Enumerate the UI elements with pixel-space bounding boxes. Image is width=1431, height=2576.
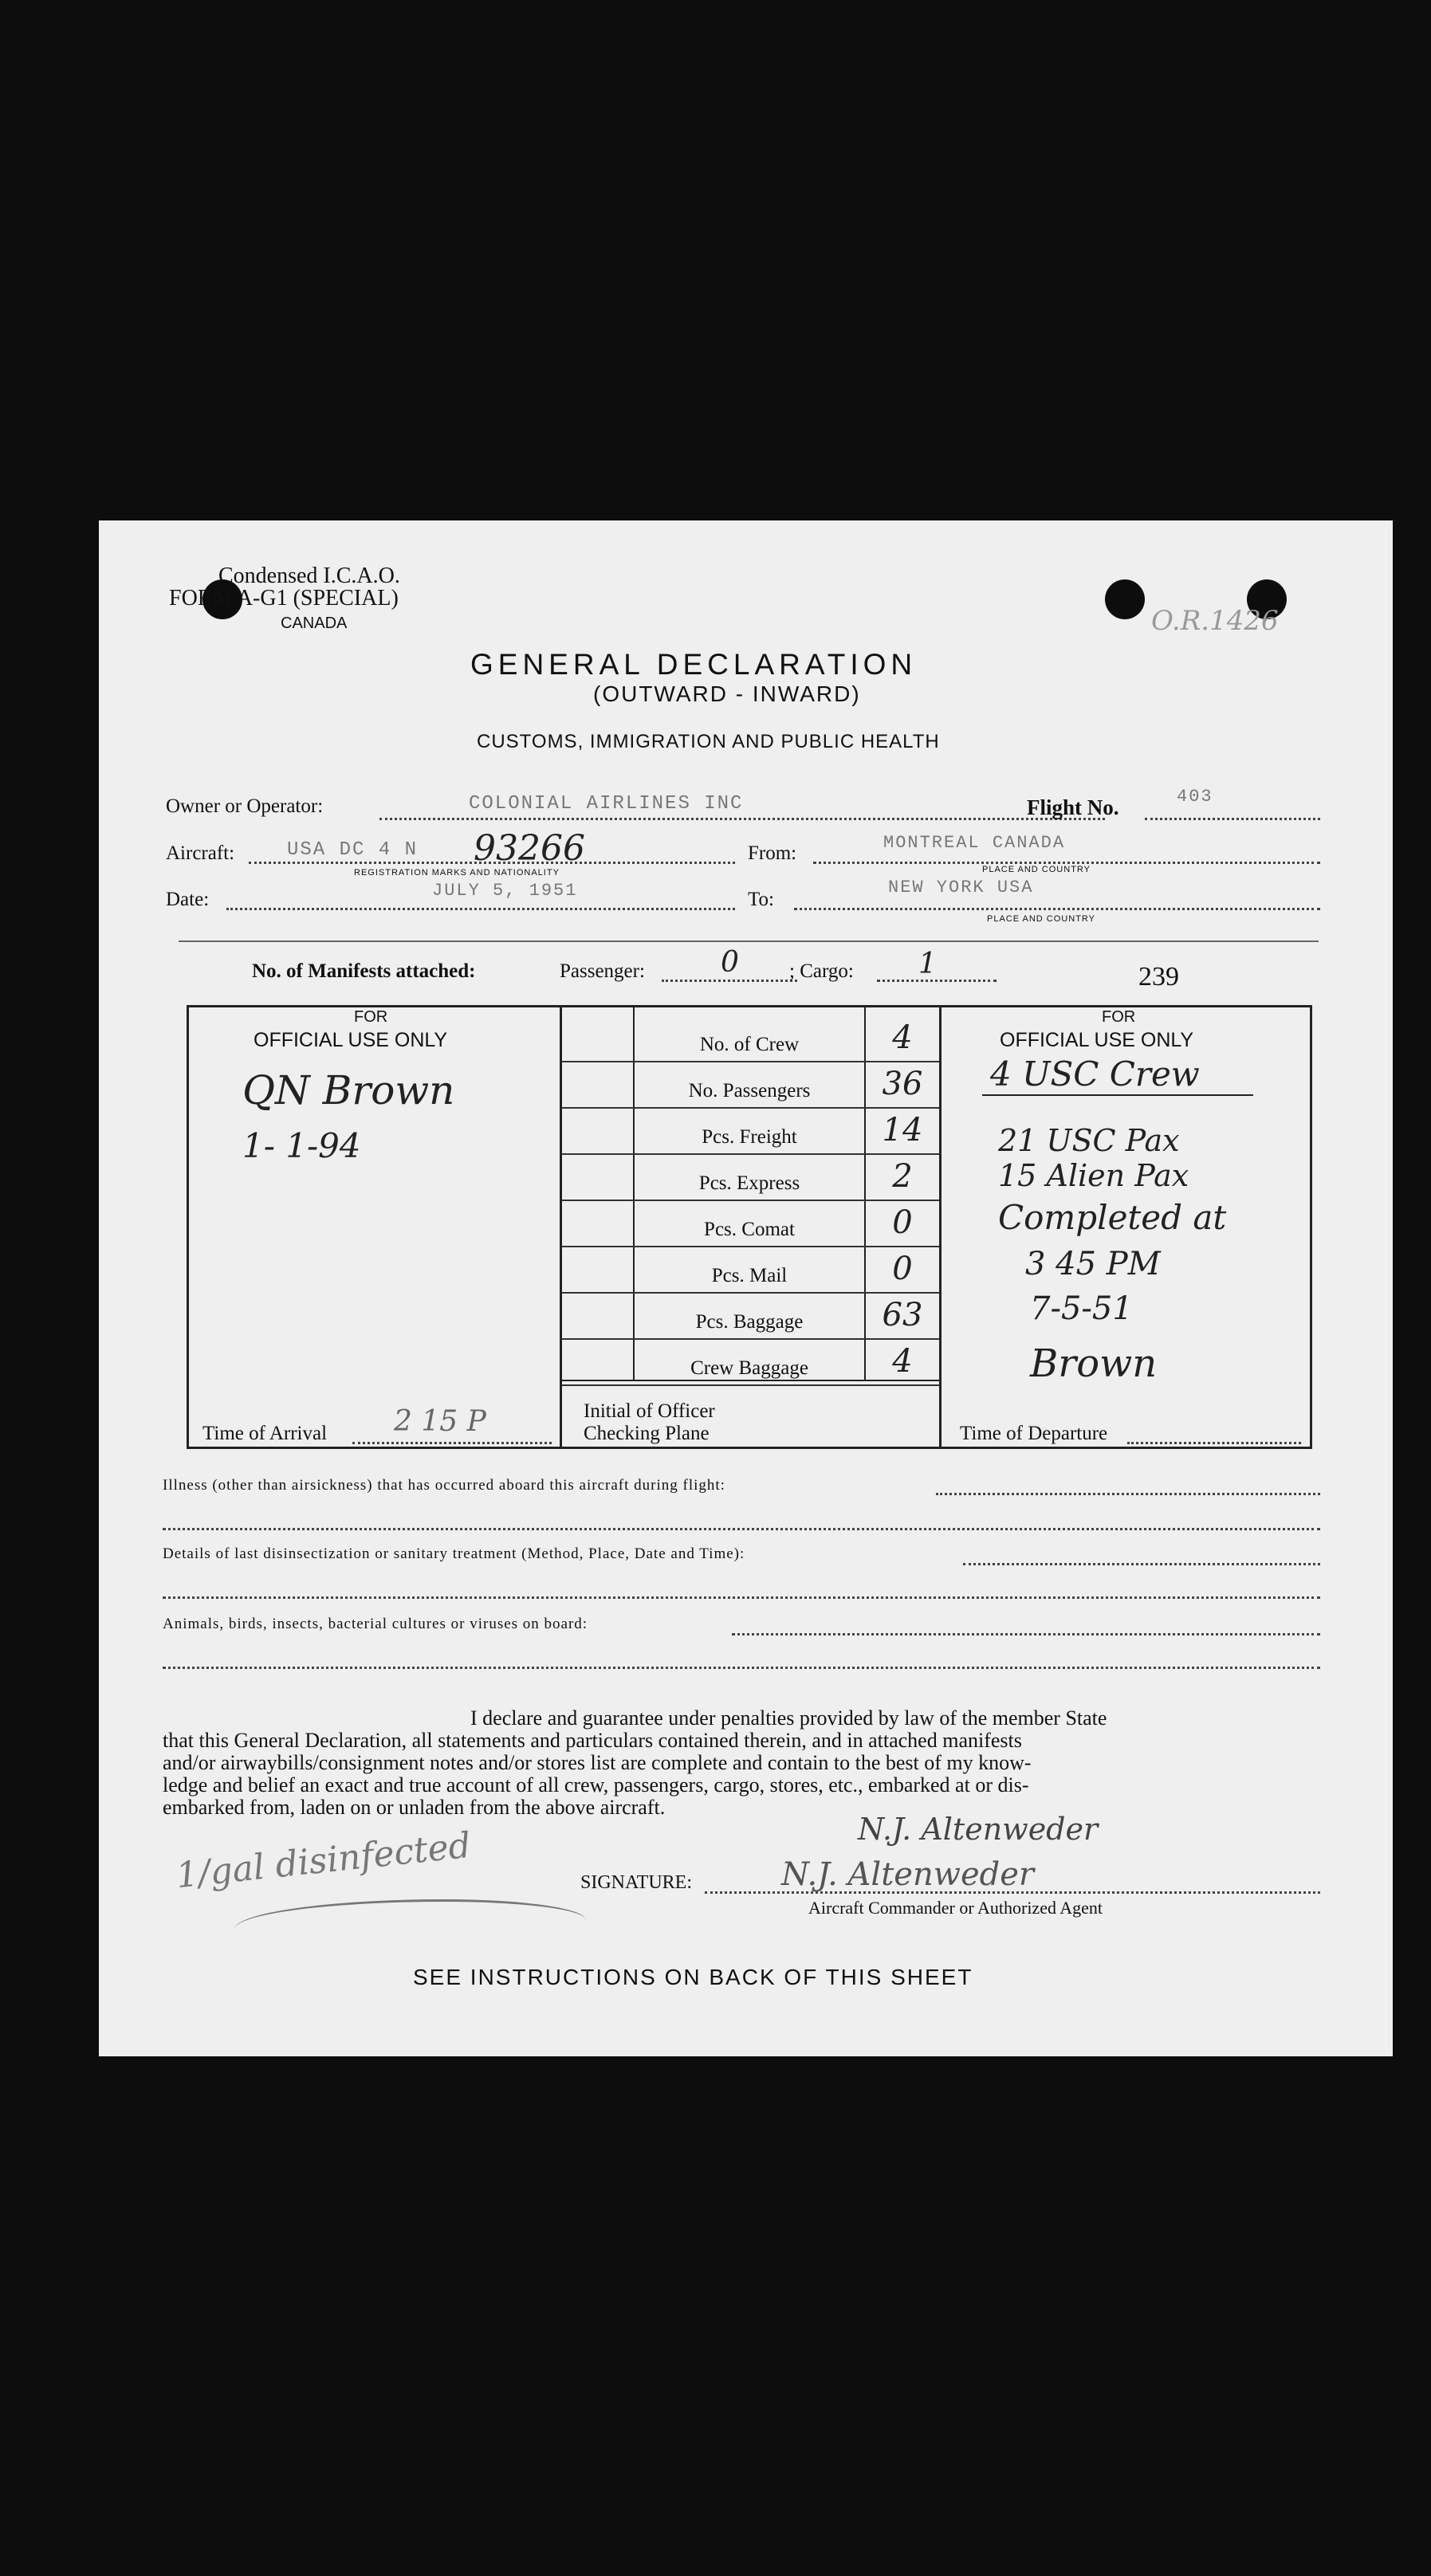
item-row-label: Pcs. Mail	[711, 1265, 788, 1286]
right-official-note-5: 3 45 PM	[1025, 1246, 1161, 1282]
form-number: FORM A-G1 (SPECIAL)	[169, 586, 399, 611]
right-official-for: FOR	[1102, 1008, 1136, 1026]
passenger-value: 0	[721, 946, 739, 979]
item-row-value: 4	[892, 1343, 913, 1380]
signature-caption: Aircraft Commander or Authorized Agent	[808, 1898, 1103, 1918]
scribble-stroke	[234, 1899, 585, 1950]
checking-plane-label: Checking Plane	[584, 1423, 710, 1444]
item-row-value: 0	[892, 1204, 913, 1241]
aircraft-registration: 93266	[474, 828, 585, 869]
manifests-label: No. of Manifests attached:	[252, 960, 476, 982]
item-row-value: 0	[892, 1251, 913, 1287]
item-row-rule	[561, 1338, 939, 1340]
animals-question: Animals, birds, insects, bacterial cultures or viruses on board:	[163, 1616, 588, 1632]
item-row-rule	[561, 1246, 939, 1247]
right-official-note-1: 4 USC Crew	[990, 1054, 1200, 1094]
reference-number: O.R.1426	[1151, 605, 1279, 637]
owner-line	[379, 818, 1105, 820]
time-departure-line	[1127, 1442, 1301, 1444]
section-heading: CUSTOMS, IMMIGRATION AND PUBLIC HEALTH	[477, 731, 940, 752]
time-arrival-line	[352, 1442, 552, 1444]
left-official-note-2: 1- 1-94	[242, 1126, 361, 1165]
right-official-note-3: 15 Alien Pax	[998, 1158, 1189, 1193]
animals-line-1	[732, 1633, 1320, 1636]
item-row-label: Pcs. Express	[698, 1172, 800, 1194]
owner-value: COLONIAL AIRLINES INC	[469, 793, 744, 815]
item-row-rule	[561, 1292, 939, 1294]
rows-bottom-border	[561, 1380, 939, 1381]
aircraft-label: Aircraft:	[166, 842, 235, 864]
left-official-note-1: QN Brown	[242, 1067, 455, 1113]
time-departure-label: Time of Departure	[960, 1423, 1108, 1444]
left-official-for: FOR	[354, 1008, 388, 1026]
from-label: From:	[748, 842, 797, 864]
item-row-value: 14	[882, 1112, 923, 1149]
declaration-line-2: that this General Declaration, all statements and particulars contained therein, and in attached manifests	[163, 1729, 1022, 1752]
signature-label: SIGNATURE:	[580, 1872, 693, 1893]
punch-hole-mid	[1105, 579, 1145, 619]
footer-instructions: SEE INSTRUCTIONS ON BACK OF THIS SHEET	[413, 1965, 973, 1989]
right-official-header: OFFICIAL USE ONLY	[1000, 1029, 1194, 1051]
date-value: JULY 5, 1951	[432, 881, 578, 901]
table-divider-4	[939, 1005, 942, 1448]
item-row-value: 2	[892, 1158, 913, 1195]
table-divider-1	[560, 1005, 562, 1448]
item-row-value: 36	[882, 1066, 923, 1102]
passenger-label: Passenger:	[560, 960, 645, 982]
cargo-value: 1	[918, 948, 937, 980]
from-caption: PLACE AND COUNTRY	[982, 865, 1091, 874]
item-row-value: 63	[882, 1297, 923, 1333]
cargo-line	[877, 980, 997, 982]
right-official-note-2: 21 USC Pax	[998, 1123, 1180, 1158]
form-condensed: Condensed I.C.A.O.	[218, 564, 400, 588]
right-official-note-4: Completed at	[998, 1198, 1227, 1237]
item-row-rule	[561, 1061, 939, 1062]
initial-officer-label: Initial of Officer	[584, 1400, 715, 1422]
registration-caption: REGISTRATION MARKS AND NATIONALITY	[354, 868, 560, 878]
to-value: NEW YORK USA	[888, 878, 1034, 897]
item-row-label: No. Passengers	[688, 1080, 811, 1101]
left-official-header: OFFICIAL USE ONLY	[254, 1029, 448, 1051]
item-row-label: Pcs. Freight	[702, 1126, 797, 1148]
to-line	[794, 908, 1320, 910]
animals-line-2	[163, 1667, 1320, 1669]
to-caption: PLACE AND COUNTRY	[987, 914, 1095, 924]
declaration-line-1: I declare and guarantee under penalties provided by law of the member State	[470, 1706, 1107, 1730]
flight-line	[1145, 818, 1320, 820]
page-title: GENERAL DECLARATION	[470, 648, 918, 681]
disinsect-question: Details of last disinsectization or sanitary treatment (Method, Place, Date and Time):	[163, 1545, 745, 1562]
item-row-rule	[561, 1384, 939, 1386]
aircraft-type: USA DC 4 N	[287, 839, 419, 861]
date-label: Date:	[166, 889, 210, 910]
item-row-value: 4	[892, 1019, 913, 1056]
table-right-border	[1310, 1005, 1312, 1448]
form-country: CANADA	[281, 615, 348, 632]
right-official-note-7: Brown	[1030, 1341, 1158, 1386]
illness-question: Illness (other than airsickness) that has occurred aboard this aircraft during flight:	[163, 1477, 725, 1494]
right-official-note-6: 7-5-51	[1030, 1290, 1133, 1327]
item-row-rule	[561, 1200, 939, 1201]
item-row-label: No. of Crew	[699, 1034, 800, 1055]
signature-top: N.J. Altenweder	[858, 1812, 1099, 1847]
left-scribble: 1/gal disinfected	[174, 1824, 474, 1897]
item-row-label: Pcs. Baggage	[695, 1311, 804, 1333]
flight-value: 403	[1177, 787, 1213, 807]
passenger-line	[662, 980, 797, 982]
illness-line-2	[163, 1528, 1320, 1530]
from-line	[813, 862, 1320, 864]
flight-label: Flight No.	[1027, 795, 1119, 819]
signature-main: N.J. Altenweder	[781, 1856, 1035, 1893]
item-row-rule	[561, 1107, 939, 1109]
disinsect-line-1	[963, 1563, 1320, 1565]
header-divider	[179, 940, 1319, 942]
item-row-rule	[561, 1153, 939, 1155]
declaration-line-5: embarked from, laden on or unladen from the above aircraft.	[163, 1796, 666, 1819]
time-arrival-value: 2 15 P	[394, 1405, 486, 1438]
page-subtitle: (OUTWARD - INWARD)	[593, 681, 861, 706]
table-bottom-border	[187, 1447, 1312, 1449]
table-left-border	[187, 1005, 189, 1448]
date-line	[226, 908, 735, 910]
table-top-border	[187, 1005, 1312, 1007]
item-row-label: Crew Baggage	[690, 1357, 808, 1379]
item-row-label: Pcs. Comat	[704, 1219, 795, 1240]
disinsect-line-2	[163, 1596, 1320, 1599]
cargo-label: ; Cargo:	[789, 960, 854, 982]
to-label: To:	[748, 889, 774, 910]
declaration-line-3: and/or airwaybills/consignment notes and/or stores list are complete and contain to the best of my know-	[163, 1751, 1032, 1774]
declaration-sheet	[99, 520, 1393, 2056]
stamp-number: 239	[1138, 962, 1179, 992]
owner-label: Owner or Operator:	[166, 795, 324, 817]
declaration-line-4: ledge and belief an exact and true account of all crew, passengers, cargo, stores, etc., embarked at or dis-	[163, 1773, 1029, 1797]
illness-line-1	[936, 1493, 1320, 1495]
right-note-underline	[982, 1094, 1253, 1096]
time-arrival-label: Time of Arrival	[202, 1423, 328, 1444]
from-value: MONTREAL CANADA	[883, 833, 1066, 853]
